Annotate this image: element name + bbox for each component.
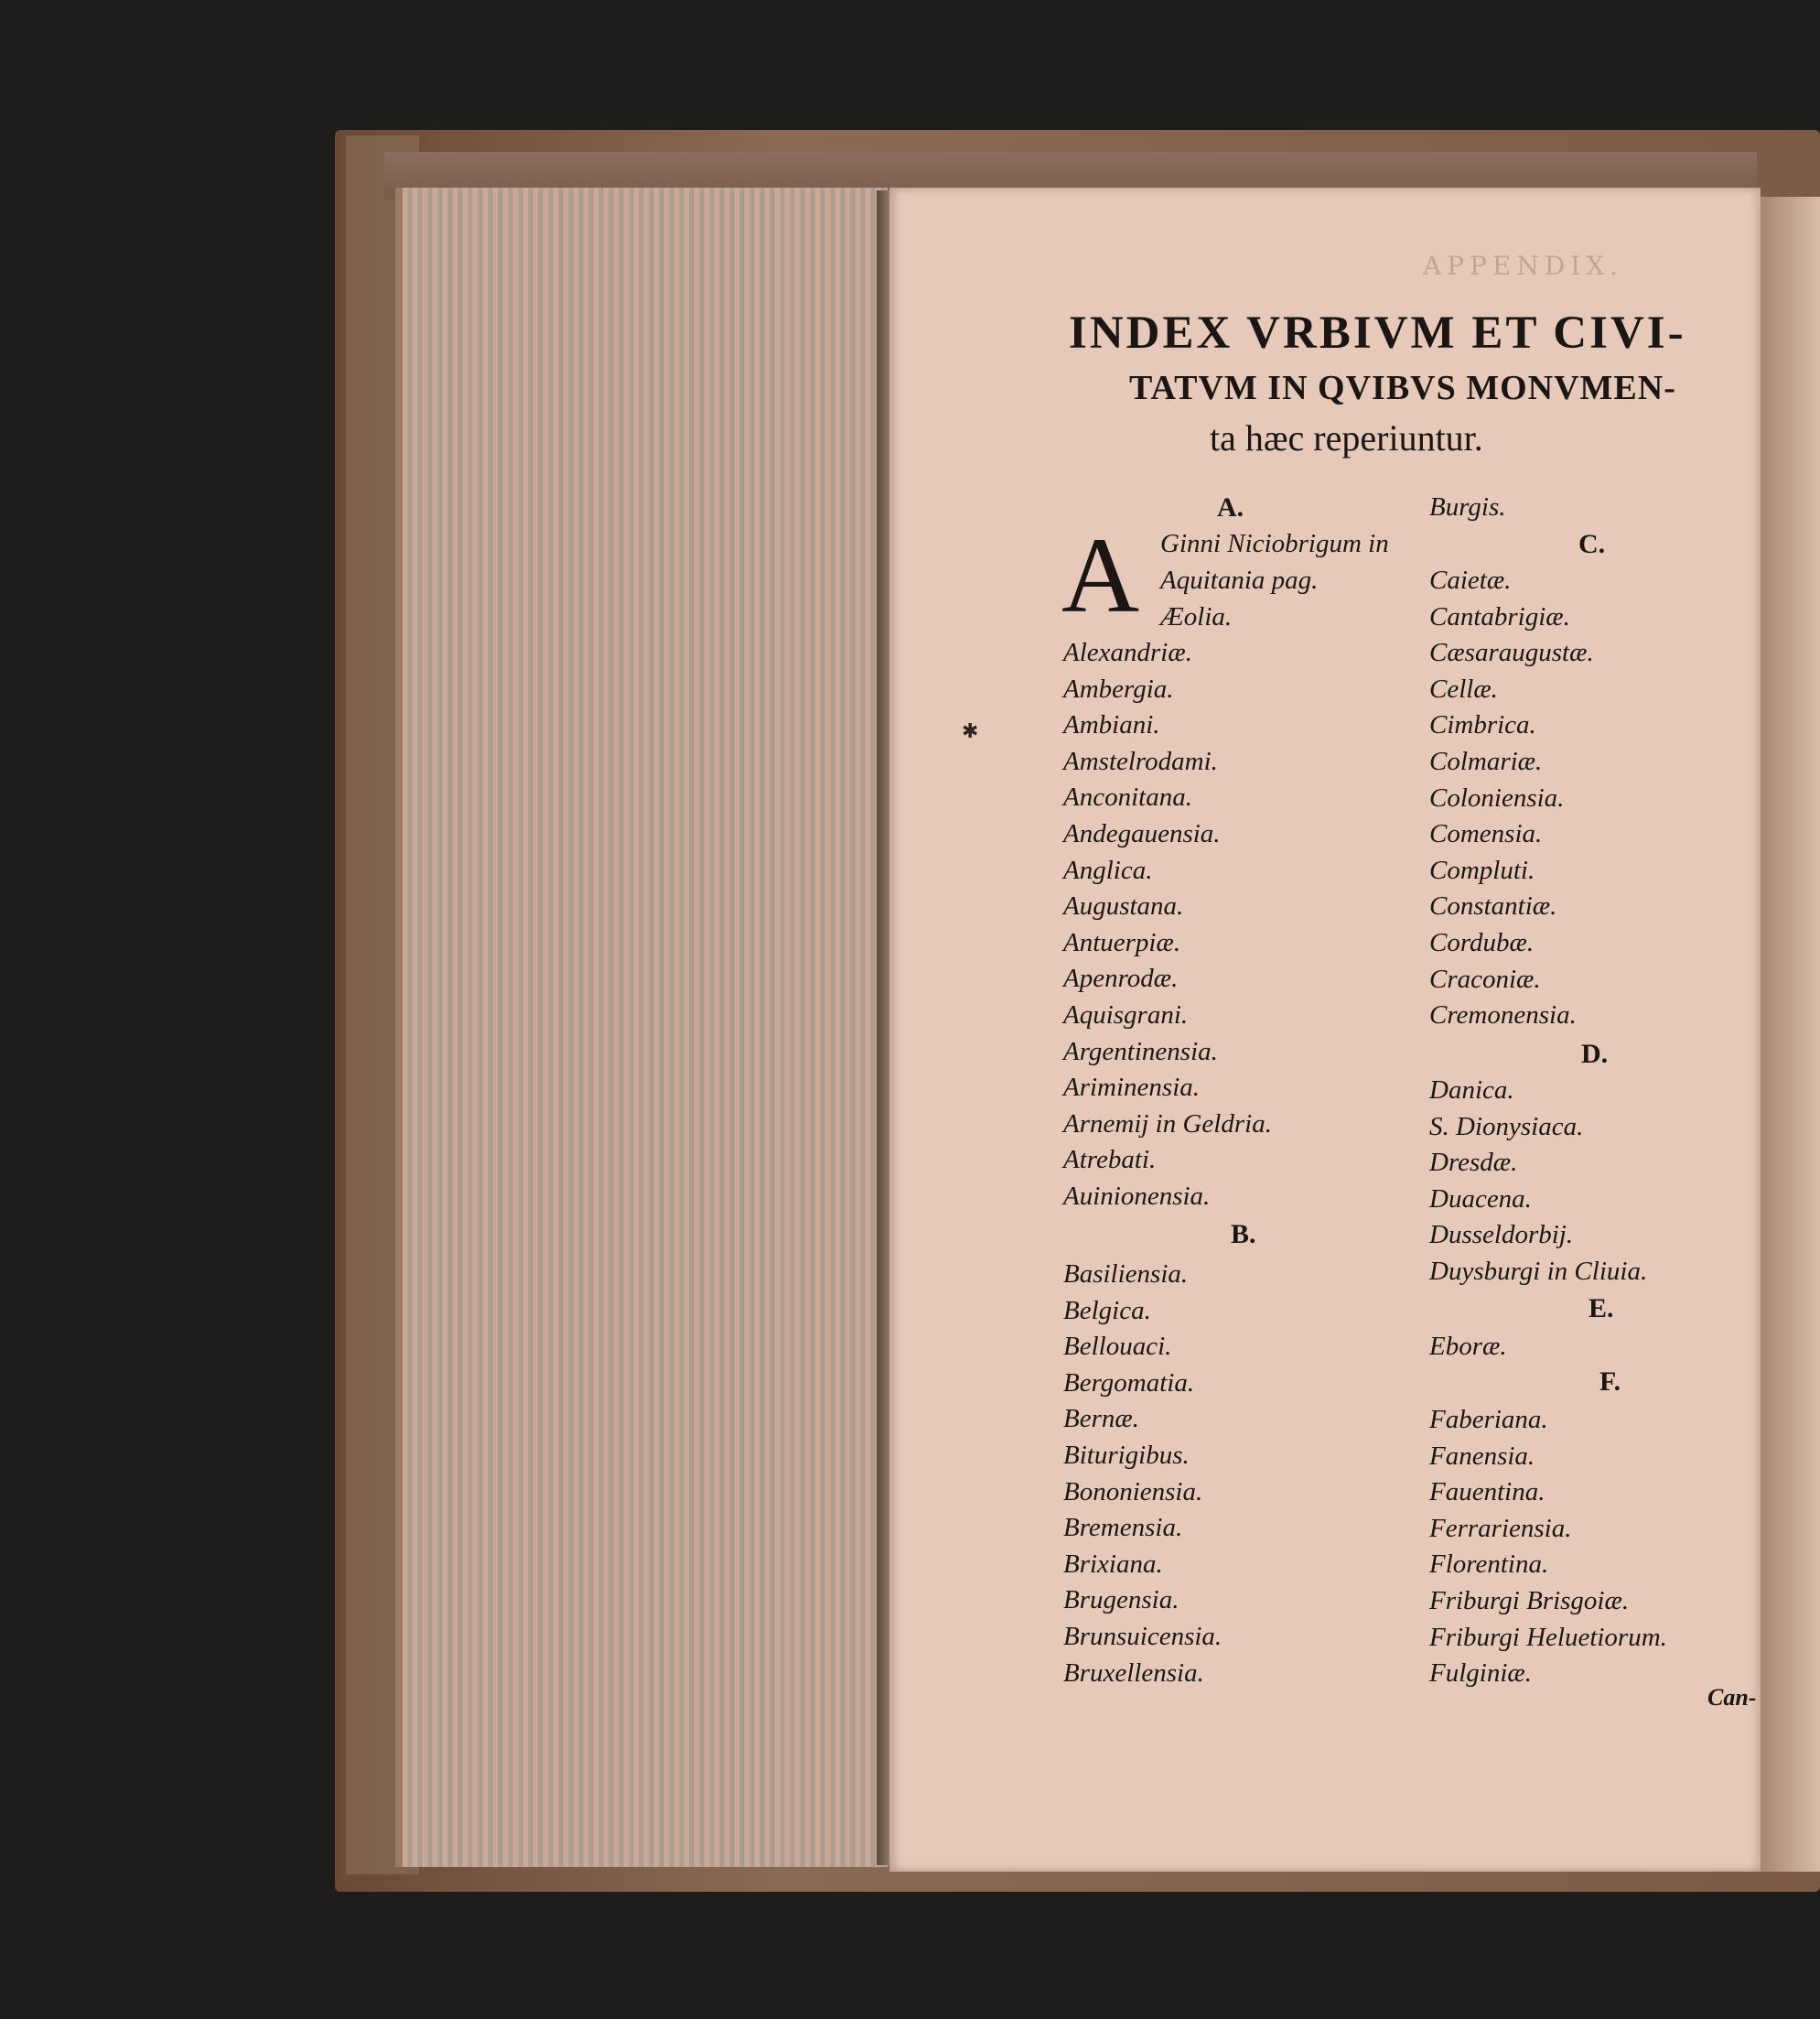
index-entry-name: Coloniensia. [1429, 783, 1565, 813]
index-entry-name: Belgica. [1063, 1295, 1151, 1325]
index-entry-name: Cellæ. [1429, 674, 1498, 704]
section-letter-d: D. [1581, 1039, 1609, 1069]
index-entry-name: Caietæ. [1429, 566, 1512, 595]
index-entry-name: Ginni Niciobrigum in [1160, 529, 1389, 558]
index-entry-name: Florentina. [1429, 1549, 1549, 1580]
index-entry-name: Æolia. [1160, 602, 1233, 632]
index-entry-name: Bremensia. [1063, 1513, 1183, 1543]
facing-page-sliver [1759, 197, 1820, 1872]
index-entry-name: Fauentina. [1429, 1477, 1545, 1507]
index-title-line-3: ta hæc reperiuntur. [1210, 417, 1483, 459]
index-entry-name: Eboræ. [1429, 1332, 1507, 1361]
index-entry-name: Compluti. [1429, 855, 1535, 885]
index-entry-name: Arnemij in Geldria. [1063, 1108, 1272, 1139]
index-entry-name: Auinionensia. [1063, 1182, 1211, 1211]
index-entry-name: Cremonensia. [1429, 1000, 1577, 1031]
index-entry-name: Antuerpiæ. [1063, 927, 1181, 957]
index-entry-name: Alexandriæ. [1063, 638, 1192, 667]
index-entry-name: Friburgi Heluetiorum. [1429, 1622, 1667, 1652]
index-entry-name: Bellouaci. [1063, 1332, 1172, 1362]
index-entry-name: Fanensia. [1429, 1441, 1535, 1471]
index-entry-name: Atrebati. [1063, 1145, 1157, 1175]
index-entry-name: Brunsuicensia. [1063, 1622, 1222, 1651]
index-entry-name: Cordubæ. [1429, 928, 1535, 957]
index-entry-name: Ferrariensia. [1429, 1513, 1572, 1543]
index-entry-name: Aquitania pag. [1160, 566, 1319, 595]
index-entry-name: Duacena. [1429, 1183, 1532, 1214]
index-entry-name: Comensia. [1429, 819, 1543, 849]
index-entry-name: Biturigibus. [1063, 1441, 1190, 1470]
section-letter-a: A. [1217, 492, 1244, 523]
section-letter-e: E. [1588, 1293, 1614, 1323]
index-entry-name: Ariminensia. [1063, 1073, 1201, 1103]
index-entry-name: Friburgi Brisgoiæ. [1429, 1586, 1630, 1615]
index-entry-name: Bononiensia. [1063, 1476, 1203, 1506]
index-entry-name: S. Dionysiaca. [1429, 1111, 1584, 1141]
running-head: APPENDIX. [1423, 251, 1624, 281]
index-entry-name: Augustana. [1063, 891, 1184, 922]
section-letter-b: B. [1231, 1219, 1256, 1249]
index-entry-name: Amstelrodami. [1063, 746, 1218, 776]
index-entry-name: Basiliensia. [1063, 1259, 1189, 1289]
index-entry-name: Ambergia. [1063, 674, 1174, 704]
index-entry-name: Constantiæ. [1429, 891, 1557, 922]
index-entry-name: Anglica. [1063, 855, 1153, 885]
index-title-line-1: INDEX VRBIVM ET CIVI- [1069, 308, 1686, 359]
index-entry-name: Bernæ. [1063, 1404, 1139, 1434]
drop-capital: A [1061, 515, 1140, 635]
index-entry-name: Bruxellensia. [1063, 1657, 1204, 1688]
index-entry-name: Faberiana. [1429, 1405, 1548, 1434]
index-entry-name: Colmariæ. [1429, 747, 1543, 776]
index-entry-name: Ambiani. [1063, 710, 1160, 740]
catchword: Can- [1707, 1684, 1757, 1711]
index-entry-name: Brugensia. [1063, 1585, 1179, 1615]
index-entry-name: Argentinensia. [1063, 1036, 1218, 1066]
section-letter-f: F. [1599, 1366, 1621, 1397]
index-entry-name: Cantabrigiæ. [1429, 601, 1570, 632]
margin-mark: ✱ [962, 719, 979, 742]
index-entry-name: Fulginiæ. [1429, 1658, 1532, 1689]
index-entry-name: Andegauensia. [1063, 819, 1221, 848]
index-entry-name: Apenrodæ. [1063, 964, 1179, 994]
index-entry-name: Duysburgi in Cliuia. [1429, 1257, 1648, 1286]
index-entry-name: Danica. [1429, 1075, 1514, 1105]
index-entry-name: Craconiæ. [1429, 964, 1541, 994]
index-entry-name: Anconitana. [1063, 783, 1192, 813]
index-entry-name: Brixiana. [1063, 1549, 1163, 1579]
page-block-fore-edge [395, 188, 888, 1867]
index-entry-name: Burgis. [1429, 492, 1506, 522]
index-title-line-2: TATVM IN QVIBVS MONVMEN- [1129, 369, 1676, 407]
index-entry-name: Aquisgrani. [1063, 1000, 1189, 1030]
index-entry-name: Dusseldorbij. [1429, 1220, 1574, 1250]
index-entry-name: Cæsaraugustæ. [1429, 638, 1594, 668]
index-entry-name: Bergomatia. [1063, 1367, 1195, 1398]
index-entry-name: Dresdæ. [1429, 1148, 1518, 1178]
index-entry-name: Cimbrica. [1429, 710, 1536, 740]
section-letter-c: C. [1578, 529, 1606, 559]
